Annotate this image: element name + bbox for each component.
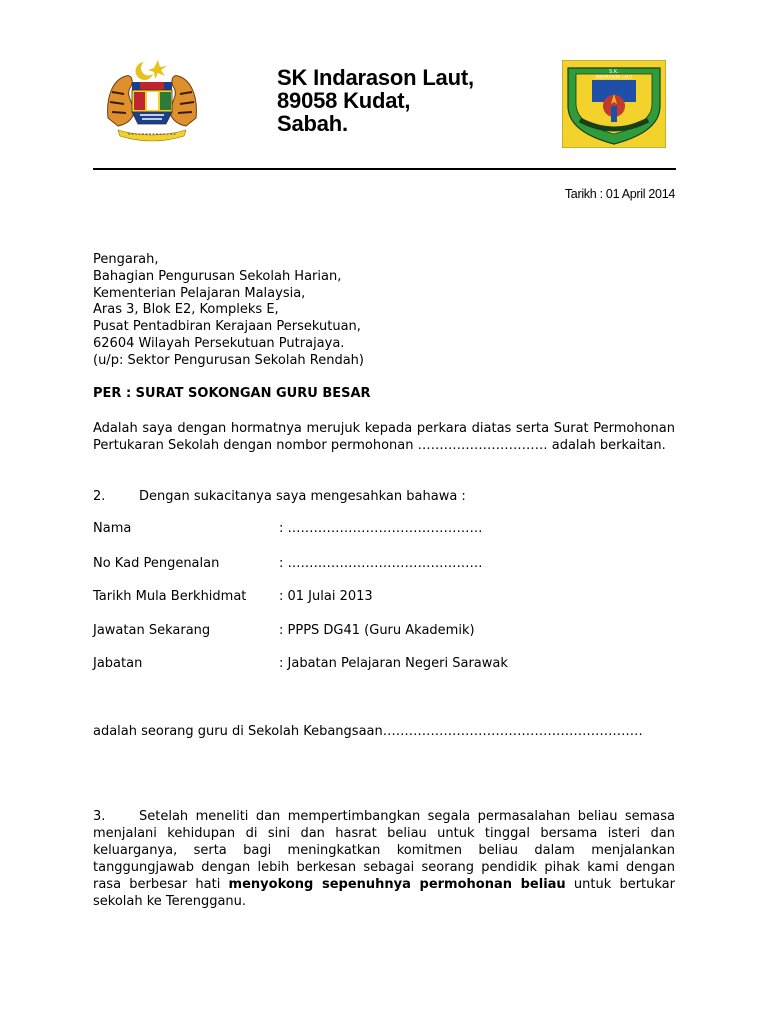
recipient-line: Kementerian Pelajaran Malaysia, [93,285,306,301]
field-start-date [93,589,373,604]
paragraph-3-ending: untuk bertukar sekolah ke Terengganu. [93,877,675,909]
field-label: Jawatan Sekarang [93,623,211,638]
field-nama [93,521,483,536]
paragraph-school: adalah seorang guru di Sekolah Kebangsaan…………………………………………………… [93,724,643,739]
svg-text:INDARASON LAUT: INDARASON LAUT [595,74,633,80]
field-label: Tarikh Mula Berkhidmat [93,589,247,604]
field-value: : ……………………………………… [279,556,483,571]
paragraph-number: 3. [93,809,106,824]
paragraph-3 [93,808,675,910]
recipient-line: Pusat Pentadbiran Kerajaan Persekutuan, [93,319,361,335]
field-ic-number [93,556,483,571]
recipient-line: (u/p: Sektor Pengurusan Sekolah Rendah) [93,352,364,368]
recipient-line: Bahagian Pengurusan Sekolah Harian, [93,268,342,284]
field-label: Nama [93,521,132,536]
school-name [277,66,474,135]
field-department [93,656,508,671]
paragraph-3-emphasis: menyokong sepenuhnya permohonan beliau [228,877,566,892]
header-divider [93,168,676,170]
recipient-line: Pengarah, [93,252,159,267]
paragraph-1: Adalah saya dengan hormatnya merujuk kepada perkara diatas serta Surat Permohonan Pertukaran Sekolah dengan nombor permohonan ………………………… adalah berkaitan. [93,421,675,453]
field-position [93,623,475,638]
school-badge-icon [562,60,666,148]
paragraph-2-text: Dengan sukacitanya saya mengesahkan bahawa : [139,489,466,504]
field-label: Jabatan [93,656,143,671]
recipient-line: Aras 3, Blok E2, Kompleks E, [93,302,279,318]
paragraph-2 [93,488,675,505]
school-name-line1: SK Indarason Laut, [277,65,474,90]
recipient-address [93,252,364,370]
letter-subject: PER : SURAT SOKONGAN GURU BESAR [93,386,371,401]
field-label: No Kad Pengenalan [93,556,220,571]
field-value: : PPPS DG41 (Guru Akademik) [279,623,475,638]
letter-date: Tarikh : 01 April 2014 [564,187,675,201]
paragraph-number: 2. [93,489,106,504]
field-value: : ……………………………………… [279,521,483,536]
field-value: : Jabatan Pelajaran Negeri Sarawak [279,656,508,671]
paragraph-3-text: Setelah meneliti dan mempertimbangkan segala permasalahan beliau semasa menjalani kehidupan di sini dan hasrat beliau untuk tinggal bersama isteri dan keluarganya, serta bagi meningkatkan komitmen beliau dalam menjalankan tanggungjawab dengan lebih berkesan sebagai seorang pendidik pihak kami dengan rasa berbesar hati [93,809,675,892]
svg-text:S.K.: S.K. [609,69,619,75]
field-value: : 01 Julai 2013 [279,589,373,604]
school-name-line3: Sabah. [277,111,348,136]
school-name-line2: 89058 Kudat, [277,88,411,113]
coat-of-arms-icon [104,58,200,142]
recipient-line: 62604 Wilayah Persekutuan Putrajaya. [93,335,345,351]
